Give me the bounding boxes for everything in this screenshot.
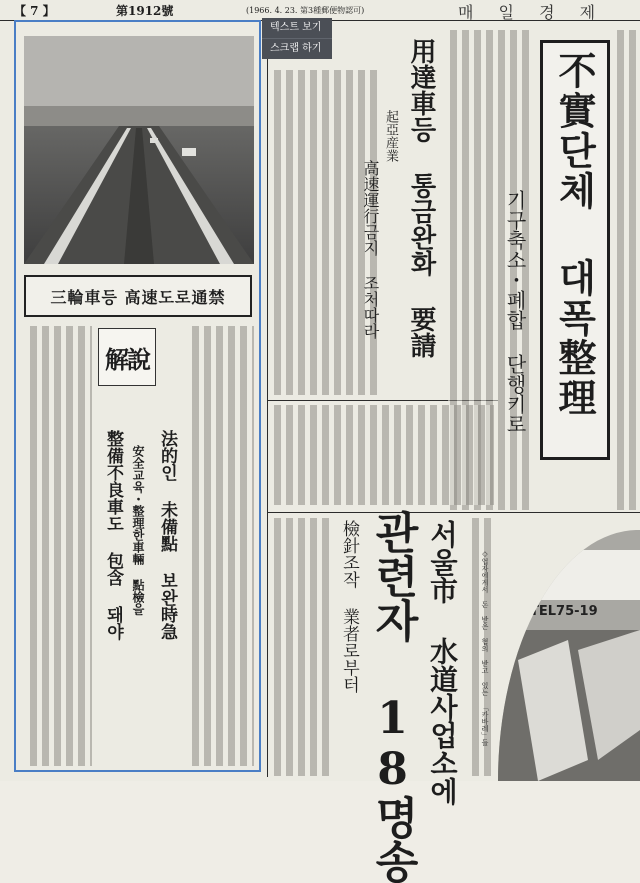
menu-item-scrap[interactable]: 스크랩 하기: [270, 43, 322, 54]
center-sub-2: 高速運行금지 조처따라: [361, 160, 380, 339]
bottom-photo-caption: ◇업자에게서 돈 받은 혐의 받고 있는 「카바레」들: [481, 550, 489, 746]
center-sub-1: 起亞産業: [383, 110, 398, 162]
left-headline-3: 整備不良車도 包含 돼야: [103, 430, 123, 640]
bottom-sub: 檢針조작 業者로부터: [339, 520, 359, 693]
bottom-headline-2: 관련자 18명송: [367, 510, 418, 883]
sign-text: TEL75-19: [530, 604, 598, 619]
right-headline-box: [540, 40, 610, 460]
page-number: 【 7 】: [14, 4, 55, 18]
bottom-headline-1: 서울市 水道사업소에: [426, 520, 459, 805]
row-rule: [268, 512, 640, 513]
article-body-text: [272, 518, 334, 776]
paper-name: 매 일 경 제: [458, 3, 606, 22]
photo-caption: 三輪車등 高速도로通禁: [24, 275, 252, 317]
cabaret-photo: [498, 530, 640, 781]
right-subhead: 기구축소・폐합 단행키로: [503, 190, 527, 434]
left-headline-2: 安全교육・整理한車輛 點檢을: [131, 445, 145, 615]
haeseol-badge: 解說: [98, 328, 156, 386]
left-headline-1: 法的인 未備點 보완時急: [157, 430, 177, 640]
center-headline: 用達車등 통금완화 要請: [406, 38, 436, 358]
context-menu: [262, 18, 332, 59]
right-headline: 不實단체 대폭整理: [552, 51, 597, 418]
article-body-text: [615, 30, 637, 510]
date-line: (1966. 4. 23. 第3種郵便物認可): [246, 6, 365, 15]
menu-item-text-view[interactable]: 텍스트 보기: [262, 18, 332, 39]
issue-number: 第1912號: [116, 4, 174, 18]
selection-frame[interactable]: [14, 20, 261, 772]
article-body-text: [272, 405, 494, 505]
